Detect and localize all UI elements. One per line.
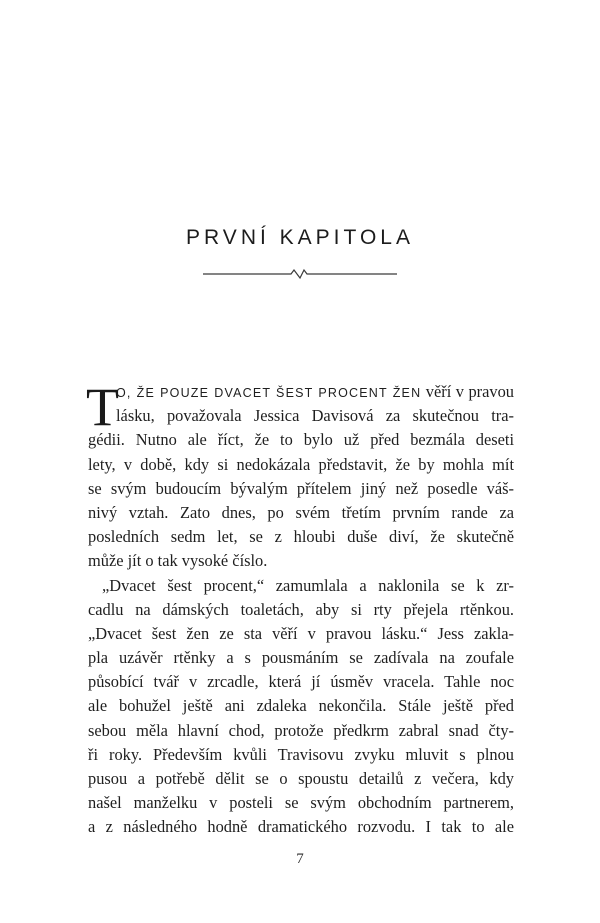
- lead-smallcaps: O, ŽE POUZE DVACET ŠEST PROCENT ŽEN: [116, 386, 422, 400]
- text-line: cadlu na dámských toaletách, aby si rty přejela rtěnkou.: [88, 599, 514, 619]
- text-line: pusou a potřebě dělit se o spoustu detailů z večera, kdy: [88, 769, 514, 788]
- text-line: může jít o tak vysoké číslo.: [88, 551, 268, 571]
- drop-cap: T: [86, 377, 119, 437]
- chapter-title: PRVNÍ KAPITOLA: [186, 226, 414, 249]
- text-line: a z následného hodně dramatického rozvodu. I tak to ale: [88, 817, 514, 837]
- text-line: sebou měla hlavní chod, protože předkrm zabral snad čty-: [88, 720, 514, 740]
- text-line-1: [88, 380, 514, 404]
- text-line: pla uzávěr rtěnky a s pousmáním se zadívala na zoufale: [88, 648, 514, 668]
- text-line: gédii. Nutno ale říct, že to bylo už před bezmála deseti: [88, 430, 514, 450]
- page-number: 7: [296, 851, 304, 867]
- text-line: posledních sedm let, se z hloubi duše diví, že skutečně: [88, 527, 514, 547]
- text-line: „Dvacet šest žen ze sta věří v pravou lásku.“ Jess zakla-: [88, 623, 514, 643]
- lead-rest: věří v pravou: [421, 382, 514, 401]
- text-line: ři roky. Především kvůli Travisovu zvyku mluvit s plnou: [88, 744, 514, 764]
- text-line: lásku, považovala Jessica Davisová za skutečnou tra-: [116, 406, 514, 426]
- text-line: nivý vztah. Zato dnes, po svém třetím prvním rande za: [88, 502, 514, 522]
- text-line: působící tvář v zrcadle, která jí úsměv vracela. Tahle noc: [88, 672, 514, 692]
- text-line: našel manželku v posteli se svým obchodním partnerem,: [88, 793, 514, 813]
- text-line: se svým budoucím bývalým přítelem jiný než posedle váš-: [88, 478, 514, 498]
- chapter-divider-ornament: [203, 266, 397, 282]
- chapter-body: [86, 377, 514, 840]
- text-line: lety, v době, kdy si nedokázala představit, že by mohla mít: [88, 454, 514, 474]
- text-line: ale bohužel ještě ani zdaleka nekončila. Stále ještě před: [88, 696, 514, 716]
- text-line: „Dvacet šest procent,“ zamumlala a naklonila se k zr-: [102, 575, 514, 595]
